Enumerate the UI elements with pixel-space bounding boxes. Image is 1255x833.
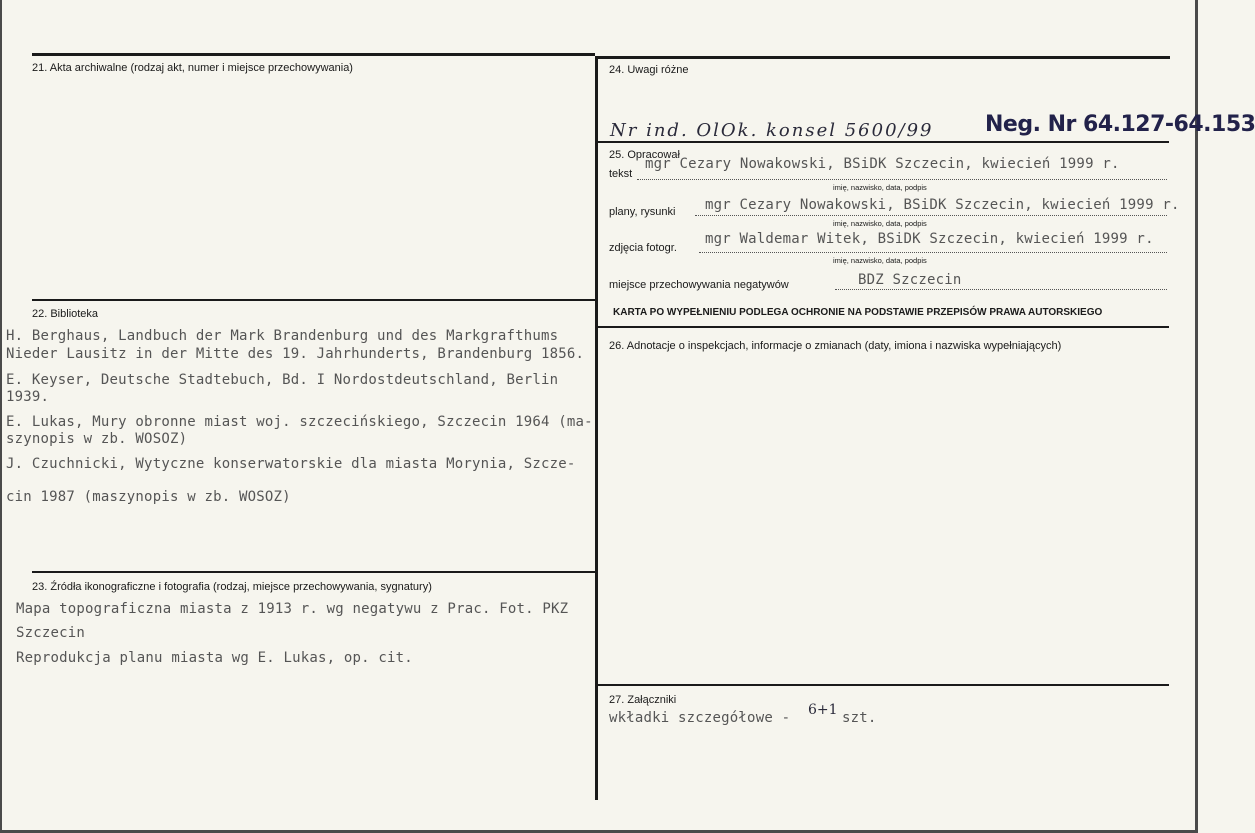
tekst-hint: imię, nazwisko, data, podpis bbox=[833, 183, 927, 192]
zdjecia-label: zdjęcia fotogr. bbox=[609, 242, 677, 254]
section-24-title: 24. Uwagi różne bbox=[609, 64, 689, 76]
tekst-label: tekst bbox=[609, 168, 633, 180]
attachments-typed-prefix: wkładki szczegółowe - bbox=[609, 710, 791, 726]
section-22-title: 22. Biblioteka bbox=[32, 308, 99, 320]
library-entry-3b: szynopis w zb. WOSOZ) bbox=[6, 431, 188, 447]
zdjecia-value: mgr Waldemar Witek, BSiDK Szczecin, kwiecień 1999 r. bbox=[705, 231, 1154, 247]
rule-top-right bbox=[597, 56, 1170, 59]
zdjecia-hint: imię, nazwisko, data, podpis bbox=[833, 256, 927, 265]
tekst-line bbox=[637, 179, 1167, 180]
card-edge-left bbox=[0, 0, 2, 833]
library-entry-4a: J. Czuchnicki, Wytyczne konserwatorskie dla miasta Morynia, Szcze- bbox=[6, 456, 576, 472]
rule-25-top bbox=[597, 141, 1169, 143]
rule-23-top bbox=[32, 571, 597, 573]
iconography-entry-1b: Szczecin bbox=[16, 625, 86, 641]
library-entry-3a: E. Lukas, Mury obronne miast woj. szczecińskiego, Szczecin 1964 (ma- bbox=[6, 414, 593, 430]
library-entry-2b: 1939. bbox=[6, 389, 50, 405]
library-entry-1a: H. Berghaus, Landbuch der Mark Brandenburg und des Markgrafthums bbox=[6, 328, 559, 344]
negatywy-label: miejsce przechowywania negatywów bbox=[609, 279, 789, 291]
attachments-handwritten-count: 6+1 bbox=[808, 702, 838, 718]
section-23-title: 23. Źródła ikonograficzne i fotografia (rodzaj, miejsce przechowywania, sygnatury) bbox=[32, 581, 432, 593]
rule-27-top bbox=[597, 684, 1169, 686]
section-27-title: 27. Załączniki bbox=[609, 694, 677, 706]
plany-label: plany, rysunki bbox=[609, 206, 676, 218]
library-entry-1b: Nieder Lausitz in der Mitte des 19. Jahrhunderts, Brandenburg 1856. bbox=[6, 346, 585, 362]
iconography-entry-2: Reprodukcja planu miasta wg E. Lukas, op. cit. bbox=[16, 650, 413, 666]
handwritten-inventory-note: Nr ind. OlOk. konsel 5600/99 bbox=[610, 120, 934, 141]
tekst-value: mgr Cezary Nowakowski, BSiDK Szczecin, kwiecień 1999 r. bbox=[645, 156, 1120, 172]
plany-line bbox=[695, 215, 1167, 216]
iconography-entry-1a: Mapa topograficzna miasta z 1913 r. wg negatywu z Prac. Fot. PKZ bbox=[16, 601, 569, 617]
zdjecia-line bbox=[699, 252, 1167, 253]
negatywy-line bbox=[835, 289, 1167, 290]
section-21-title: 21. Akta archiwalne (rodzaj akt, numer i miejsce przechowywania) bbox=[32, 62, 353, 74]
rule-26-top bbox=[597, 326, 1169, 328]
rule-center-vertical bbox=[595, 56, 598, 800]
rule-22-top bbox=[32, 299, 597, 301]
library-entry-4b: cin 1987 (maszynopis w zb. WOSOZ) bbox=[6, 489, 291, 505]
plany-value: mgr Cezary Nowakowski, BSiDK Szczecin, kwiecień 1999 r. bbox=[705, 197, 1180, 213]
negatywy-value: BDZ Szczecin bbox=[858, 272, 962, 288]
copyright-notice: KARTA PO WYPEŁNIENIU PODLEGA OCHRONIE NA PODSTAWIE PRZEPISÓW PRAWA AUTORSKIEGO bbox=[613, 307, 1103, 318]
library-entry-2a: E. Keyser, Deutsche Stadtebuch, Bd. I Nordostdeutschland, Berlin bbox=[6, 372, 559, 388]
handwritten-negative-numbers: Neg. Nr 64.127-64.153 bbox=[985, 112, 1255, 137]
section-25-title: 25. Opracował bbox=[609, 149, 680, 161]
attachments-typed-suffix: szt. bbox=[842, 710, 877, 726]
plany-hint: imię, nazwisko, data, podpis bbox=[833, 219, 927, 228]
rule-top-left bbox=[32, 53, 595, 56]
section-26-title: 26. Adnotacje o inspekcjach, informacje o zmianach (daty, imiona i nazwiska wypełniających) bbox=[609, 340, 1062, 352]
